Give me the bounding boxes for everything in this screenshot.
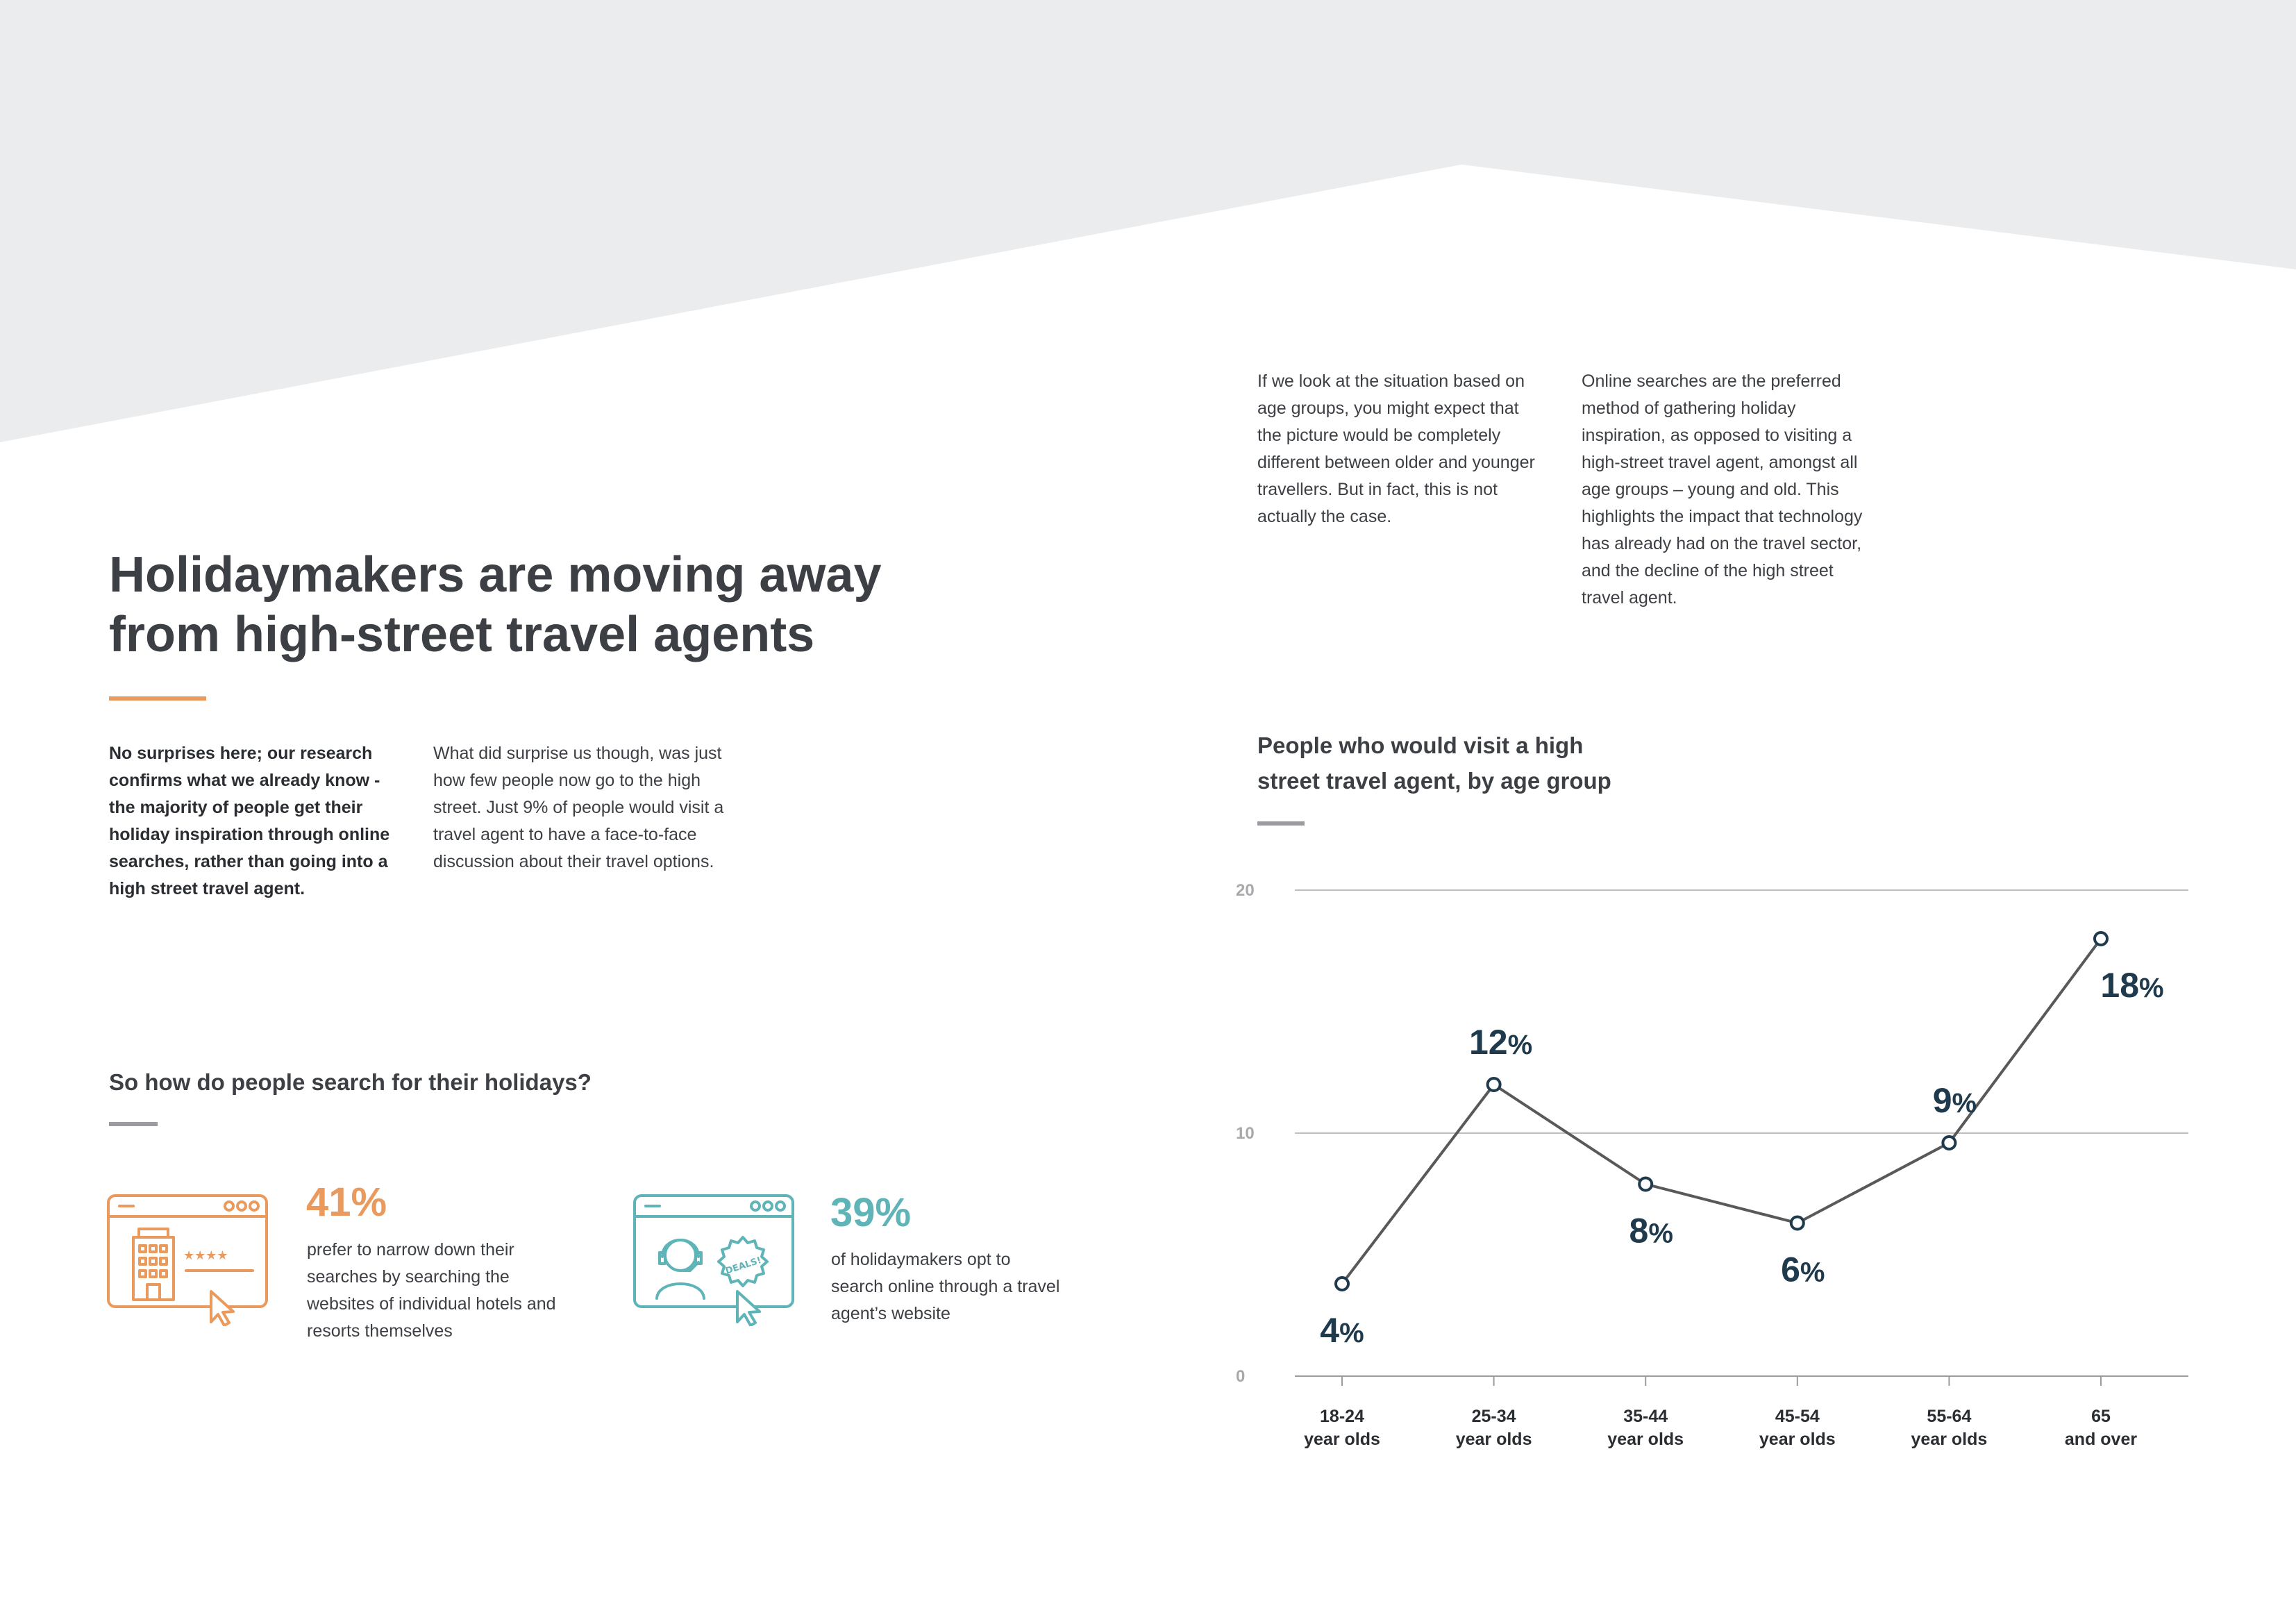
x-tick-label-4: 55-64 year olds (1911, 1407, 1988, 1449)
headline-line-1: Holidaymakers are moving away (109, 547, 882, 603)
right-copy-column-2: Online searches are the preferred method of gathering holiday inspiration, as opposed to visiting a high-street travel agent, amongst all age groups – young and old. This highlights the impact that technology has already had on the travel sector, and the decline of the high street travel agent. (1582, 371, 1863, 608)
data-label-4: 9% (1932, 1081, 1977, 1120)
x-tick-label-3: 45-54 year olds (1759, 1407, 1836, 1449)
headline (109, 545, 1012, 664)
series-line (1342, 939, 2101, 1284)
data-point-4 (1943, 1137, 1955, 1149)
chart-title (1257, 728, 1882, 798)
x-tick-label-1: 25-34 year olds (1455, 1407, 1532, 1449)
data-label-0: 4% (1320, 1311, 1364, 1350)
data-label-1: 12% (1468, 1023, 1533, 1062)
data-label-2: 8% (1629, 1211, 1673, 1250)
x-tick-label-0: 18-24 year olds (1304, 1407, 1380, 1449)
chart-title-line-1: People who would visit a high (1257, 733, 1584, 758)
search-section-title: So how do people search for their holidays? (109, 1069, 592, 1095)
stat-39-value: 39% (830, 1190, 912, 1235)
y-tick-label-20: 20 (1236, 881, 1255, 900)
data-point-1 (1488, 1078, 1500, 1091)
data-point-3 (1791, 1217, 1804, 1230)
chart-title-line-2: street travel agent, by age group (1257, 768, 1611, 794)
stat-39-description: of holidaymakers opt to search online through a travel agent’s website (831, 1250, 1060, 1323)
x-tick-label-5: 65 and over (2064, 1407, 2138, 1449)
right-copy-column-1: If we look at the situation based on age groups, you might expect that the picture would be completely different between older and younger travellers. But in fact, this is not actually the case. (1257, 371, 1535, 526)
travel-agent-website-icon (632, 1193, 798, 1326)
data-point-2 (1639, 1178, 1652, 1191)
intro-bold-text: No surprises here; our research confirms what we already know - the majority of people get their holiday inspiration through online searches, rather than going into a high street travel agent. (109, 744, 390, 898)
age-group-line-chart (1236, 861, 2222, 1472)
deals-badge-text: DEALS! (724, 1255, 763, 1277)
data-label-5: 18% (2100, 966, 2164, 1005)
y-tick-label-10: 10 (1236, 1124, 1255, 1143)
svg-text:★★★★: ★★★★ (183, 1248, 228, 1263)
headline-underline (109, 696, 206, 701)
search-section-underline (109, 1122, 158, 1126)
intro-text: What did surprise us though, was just how few people now go to the high street. Just 9% of people would visit a travel agent to have a face-to-face discussion about their travel options. (433, 744, 724, 871)
stat-41-description: prefer to narrow down their searches by searching the websites of individual hotels and resorts themselves (307, 1240, 556, 1341)
data-label-3: 6% (1781, 1250, 1825, 1289)
data-point-0 (1336, 1278, 1348, 1290)
headline-line-2: from high-street travel agents (109, 607, 815, 662)
stat-41-value: 41% (306, 1180, 387, 1225)
y-tick-label-0: 0 (1236, 1367, 1246, 1386)
chart-title-underline (1257, 821, 1305, 826)
x-tick-label-2: 35-44 year olds (1607, 1407, 1684, 1449)
hotel-website-icon (106, 1193, 272, 1326)
data-point-5 (2095, 932, 2107, 945)
